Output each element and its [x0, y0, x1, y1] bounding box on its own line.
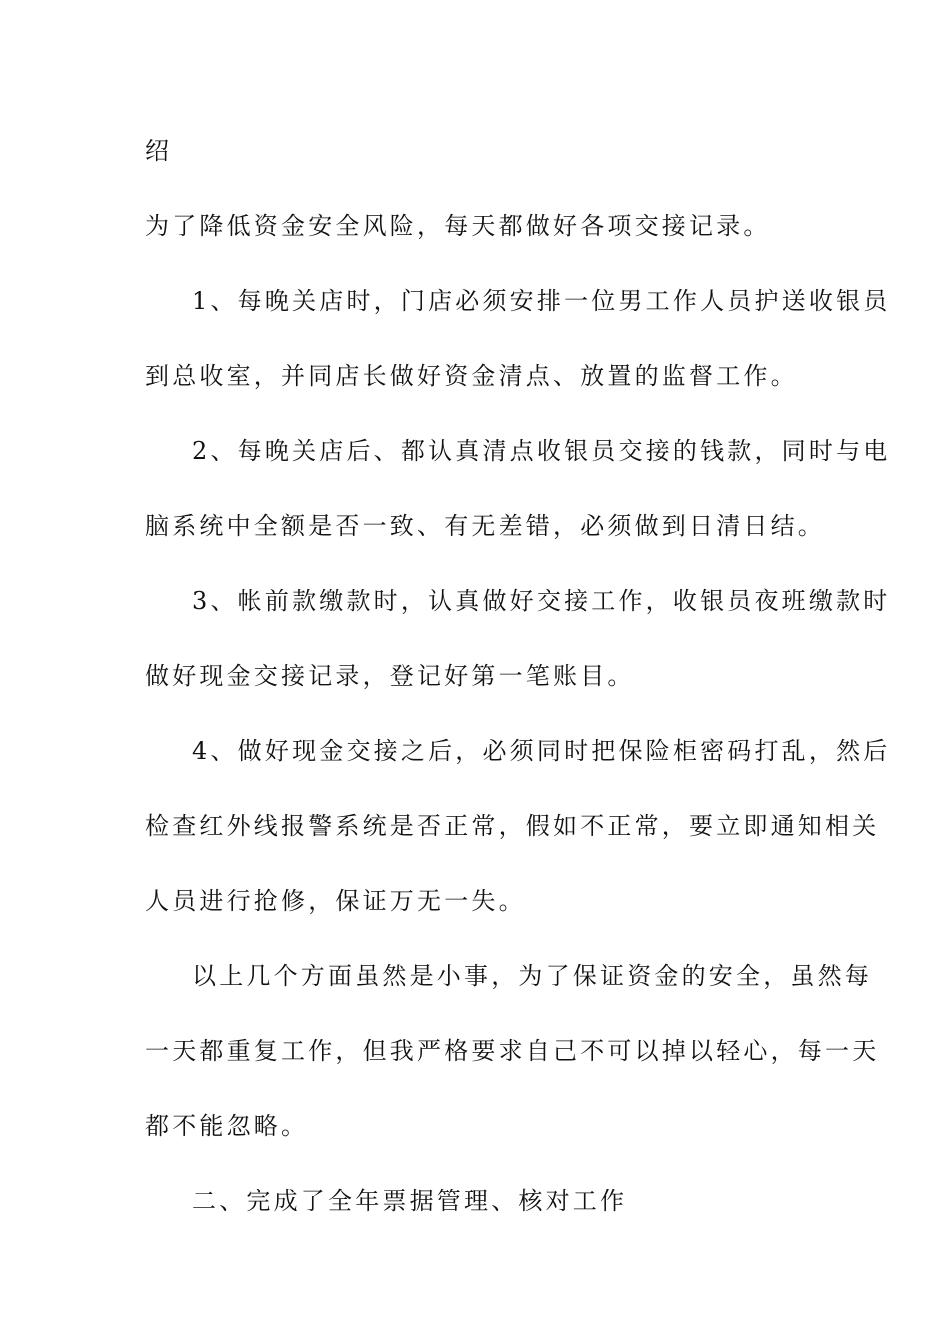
text-line: 绍 — [145, 137, 173, 165]
paragraph-start-line: 2、每晚关店后、都认真清点收银员交接的钱款，同时与电 — [192, 437, 891, 465]
text-line: 都不能忽略。 — [145, 1112, 309, 1140]
paragraph-start-line: 以上几个方面虽然是小事，为了保证资金的安全，虽然每 — [192, 962, 872, 990]
text-line: 检查红外线报警系统是否正常，假如不正常，要立即通知相关 — [145, 812, 880, 840]
paragraph-start-line: 4、做好现金交接之后，必须同时把保险柜密码打乱，然后 — [192, 737, 891, 765]
text-line: 为了降低资金安全风险，每天都做好各项交接记录。 — [145, 212, 771, 240]
text-line: 脑系统中全额是否一致、有无差错，必须做到日清日结。 — [145, 512, 825, 540]
paragraph-start-line: 1、每晚关店时，门店必须安排一位男工作人员护送收银员 — [192, 287, 891, 315]
section-heading: 二、完成了全年票据管理、核对工作 — [192, 1187, 628, 1215]
paragraph-start-line: 3、帐前款缴款时，认真做好交接工作，收银员夜班缴款时 — [192, 587, 891, 615]
text-line: 人员进行抢修，保证万无一失。 — [145, 887, 526, 915]
text-line: 做好现金交接记录，登记好第一笔账目。 — [145, 662, 635, 690]
text-line: 到总收室，并同店长做好资金清点、放置的监督工作。 — [145, 362, 798, 390]
text-line: 一天都重复工作，但我严格要求自己不可以掉以轻心，每一天 — [145, 1037, 880, 1065]
